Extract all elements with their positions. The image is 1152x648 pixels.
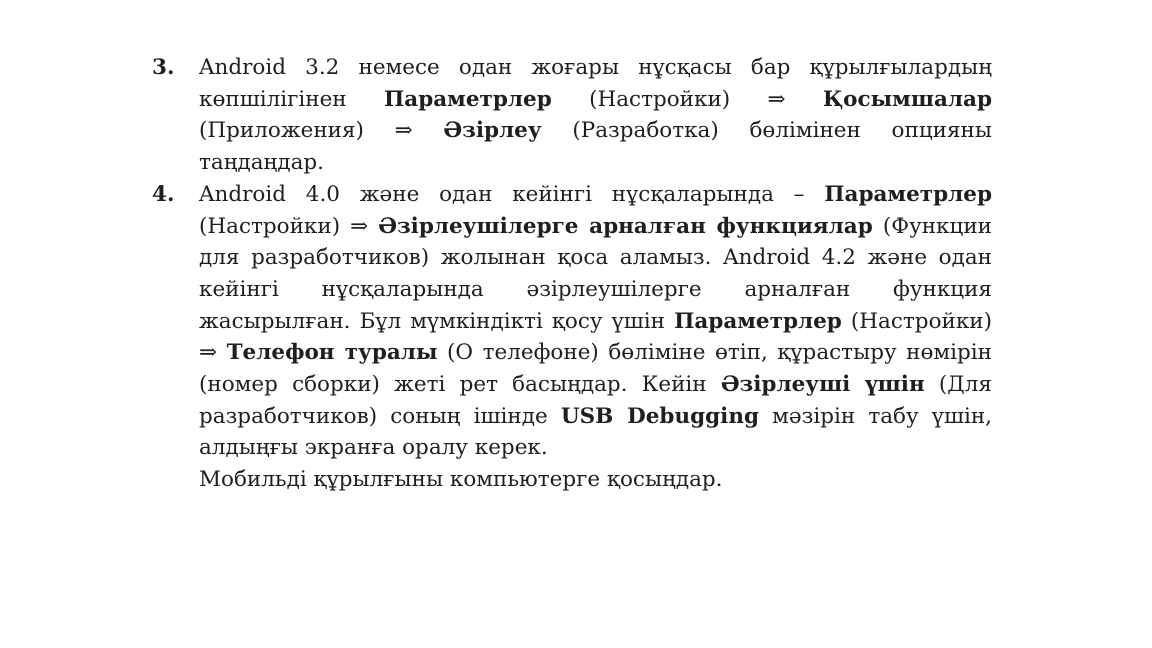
- text-segment: (Настройки) ⇒: [199, 213, 379, 239]
- bold-term-parametrler: Параметрлер: [824, 181, 992, 207]
- text-segment: (О телефоне) бөліміне өтіп, құрастыру нөмірін (номер сборки) жеті рет басыңдар. Кейін: [199, 340, 992, 398]
- list-item-text: [199, 179, 992, 464]
- bold-term-developer-functions: Әзірлеушілерге арналған функциялар: [378, 213, 873, 239]
- document-page: [152, 52, 992, 496]
- text-segment: (Разработка) бөлімінен опцияны таңдаңдар.: [199, 118, 992, 176]
- bold-term-azirleu: Әзірлеу: [443, 118, 542, 144]
- list-item-number: 3.: [152, 55, 175, 80]
- bold-term-parametrler: Параметрлер: [674, 308, 842, 334]
- text-segment: (Для разработчиков) соның ішінде: [199, 372, 992, 429]
- list-item-number: 4.: [152, 181, 175, 207]
- list-item-3: [152, 52, 992, 179]
- bold-term-kosymshalar: Қосымшалар: [822, 86, 993, 112]
- text-segment: мәзірін табу үшін, алдыңғы экранға оралу керек.: [199, 403, 992, 461]
- list-item-4: [152, 179, 992, 464]
- closing-line: Мобильді құрылғыны компьютерге қосыңдар.: [199, 467, 723, 493]
- text-segment: (Функции для разработчиков) жолынан қоса аламыз. Android 4.2 және одан кейінгі нұсқаларында әзірлеушілерге арналған функция жасырылған. Бұл мүмкіндікті қосу үшін: [199, 213, 992, 334]
- text-segment: Android 3.2 немесе одан жоғары нұсқасы бар құрылғылардың көпшілігінен: [199, 55, 992, 112]
- bold-term-usb-debugging: USB Debugging: [560, 403, 759, 429]
- text-segment: (Настройки) ⇒: [199, 308, 993, 366]
- list-item-text: [199, 52, 992, 179]
- bold-term-about-phone: Телефон туралы: [226, 340, 438, 366]
- text-segment: (Настройки) ⇒: [551, 86, 823, 112]
- bold-term-for-developer: Әзірлеуші үшін: [720, 372, 925, 398]
- bold-term-parametrler: Параметрлер: [383, 86, 552, 112]
- text-segment: Android 4.0 және одан кейінгі нұсқаларында –: [199, 181, 825, 207]
- text-segment: (Приложения) ⇒: [199, 118, 444, 144]
